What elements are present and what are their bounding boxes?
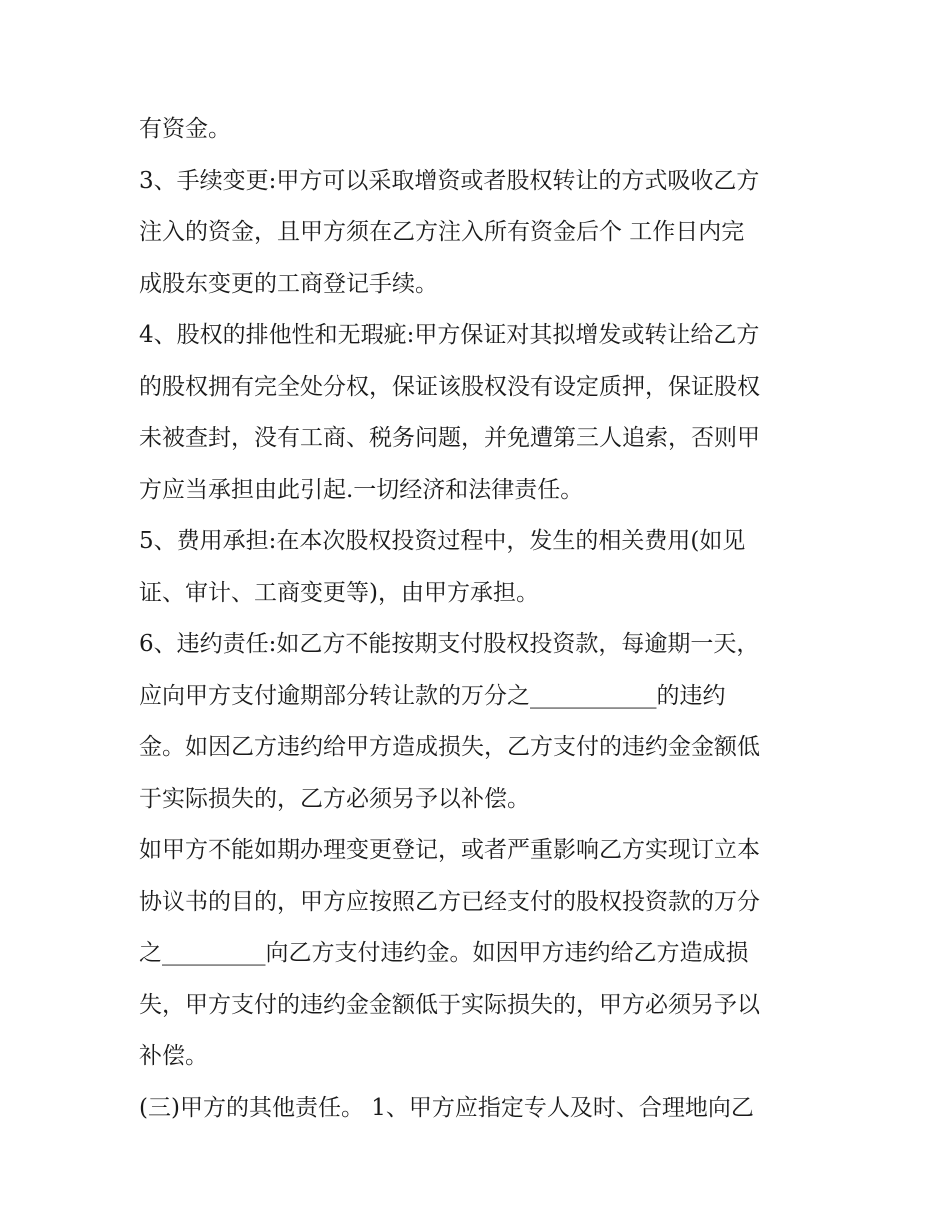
text-line: 之_________向乙方支付违约金。如因甲方违约给乙方造成损 bbox=[139, 940, 749, 966]
text-line: 成股东变更的工商登记手续。 bbox=[139, 270, 438, 297]
text-line: 的股权拥有完全处分权，保证该股权没有设定质押，保证股权 bbox=[139, 373, 760, 400]
text-line: 如甲方不能如期办理变更登记，或者严重影响乙方实现订立本 bbox=[139, 837, 760, 863]
text-line: 6、违约责任:如乙方不能按期支付股权投资款，每逾期一天， bbox=[139, 631, 760, 657]
text-line: 失，甲方支付的违约金金额低于实际损失的，甲方必须另予以 bbox=[139, 991, 760, 1018]
text-line: 证、审计、工商变更等)，由甲方承担。 bbox=[139, 579, 539, 606]
text-line: 补偿。 bbox=[139, 1043, 208, 1069]
text-line: 金。如因乙方违约给甲方造成损失，乙方支付的违约金金额低 bbox=[139, 734, 760, 760]
text-line: 应向甲方支付逾期部分转让款的万分之___________的违约 bbox=[139, 682, 726, 709]
text-line: 4、股权的排他性和无瑕疵:甲方保证对其拟增发或转让给乙方 bbox=[139, 322, 760, 348]
text-line: 有资金。 bbox=[139, 116, 231, 142]
text-line: 未被查封，没有工商、税务问题，并免遭第三人追索，否则甲 bbox=[139, 425, 760, 451]
text-line: 注入的资金，且甲方须在乙方注入所有资金后个 工作日内完 bbox=[139, 219, 745, 245]
text-line: 3、手续变更:甲方可以采取增资或者股权转让的方式吸收乙方 bbox=[139, 167, 760, 194]
text-line: (三)甲方的其他责任。 1、甲方应指定专人及时、合理地向乙 bbox=[139, 1094, 754, 1121]
text-line: 方应当承担由此引起.一切经济和法律责任。 bbox=[139, 476, 584, 503]
text-line: 协议书的目的，甲方应按照乙方已经支付的股权投资款的万分 bbox=[139, 888, 760, 915]
text-line: 于实际损失的，乙方必须另予以补偿。 bbox=[139, 785, 530, 812]
text-line: 5、费用承担:在本次股权投资过程中，发生的相关费用(如见 bbox=[139, 528, 746, 554]
document-body bbox=[139, 104, 829, 1134]
